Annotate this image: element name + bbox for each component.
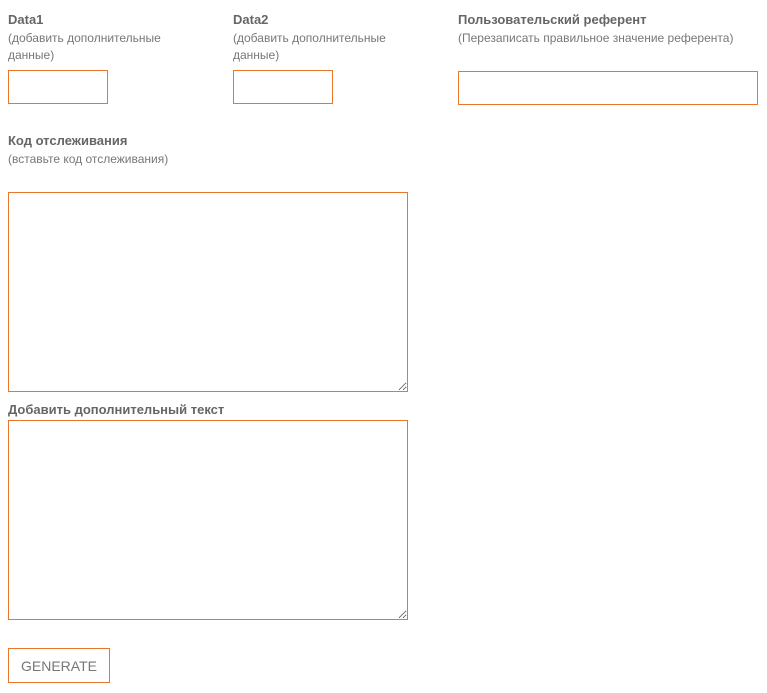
generate-button[interactable]: GENERATE xyxy=(8,648,110,683)
data1-label: Data1 xyxy=(8,12,44,27)
data2-label: Data2 xyxy=(233,12,269,27)
tracking-code-hint: (вставьте код отслеживания) xyxy=(8,152,169,166)
additional-text-textarea[interactable] xyxy=(8,420,408,620)
data2-hint: (добавить дополнительные данные) xyxy=(233,31,386,62)
tracking-code-label: Код отслеживания xyxy=(8,133,128,148)
referrer-input[interactable] xyxy=(458,71,758,105)
tracking-code-textarea[interactable] xyxy=(8,192,408,392)
referrer-label: Пользовательский референт xyxy=(458,12,647,27)
data1-hint: (добавить дополнительные данные) xyxy=(8,31,161,62)
additional-text-label: Добавить дополнительный текст xyxy=(8,402,225,417)
data2-input[interactable] xyxy=(233,70,333,104)
data1-input[interactable] xyxy=(8,70,108,104)
referrer-hint: (Перезаписать правильное значение референта) xyxy=(458,31,734,45)
